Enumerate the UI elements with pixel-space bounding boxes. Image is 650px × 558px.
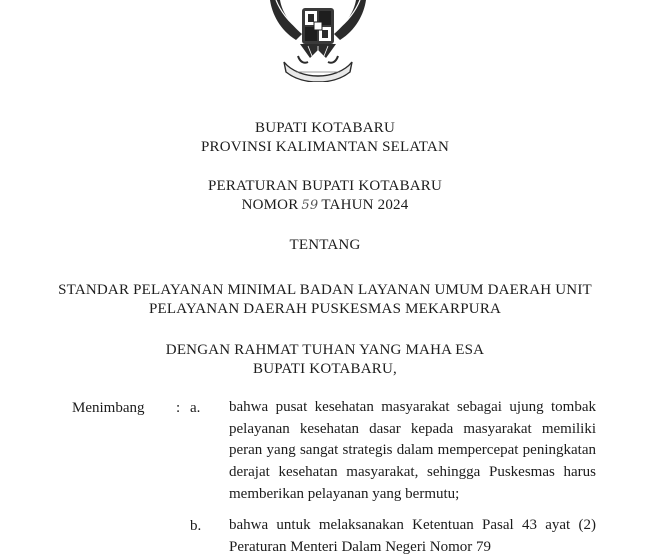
item-a-text: bahwa pusat kesehatan masyarakat sebagai ujung tombak pelayanan kesehatan dasar kepada masyarakat memiliki peran yang sangat strategis dalam mempercepat peningkatan derajat kesehatan masyarakat, sehingga Puskesmas harus memberikan pelayanan yang bermutu; (229, 399, 596, 502)
preamble-line-1: DENGAN RAHMAT TUHAN YANG MAHA ESA (165, 342, 485, 358)
tentang-heading: TENTANG (289, 237, 361, 253)
handwritten-number: 59 (301, 198, 319, 213)
menimbang-label: Menimbang (72, 400, 145, 416)
preamble-line-2: BUPATI KOTABARU, (253, 361, 397, 377)
header-office: BUPATI KOTABARU (254, 120, 395, 136)
garuda-emblem-icon (262, 0, 374, 82)
item-b-text: bahwa untuk melaksanakan Ketentuan Pasal 43 ayat (2) Peraturan Menteri Dalam Negeri Nomor 79 (229, 517, 596, 555)
subject-line-1: STANDAR PELAYANAN MINIMAL BADAN LAYANAN UMUM DAERAH UNIT (58, 282, 592, 298)
menimbang-colon: : (176, 400, 181, 416)
subject-line-2: PELAYANAN DAERAH PUSKESMAS MEKARPURA (148, 301, 502, 317)
header-province: PROVINSI KALIMANTAN SELATAN (201, 139, 449, 155)
nomor-suffix: TAHUN 2024 (321, 197, 409, 213)
regulation-title: PERATURAN BUPATI KOTABARU (207, 178, 443, 194)
nomor-prefix: NOMOR (241, 197, 299, 213)
regulation-number (0, 196, 650, 215)
item-b-letter: b. (190, 518, 202, 534)
item-a-letter: a. (190, 400, 201, 416)
